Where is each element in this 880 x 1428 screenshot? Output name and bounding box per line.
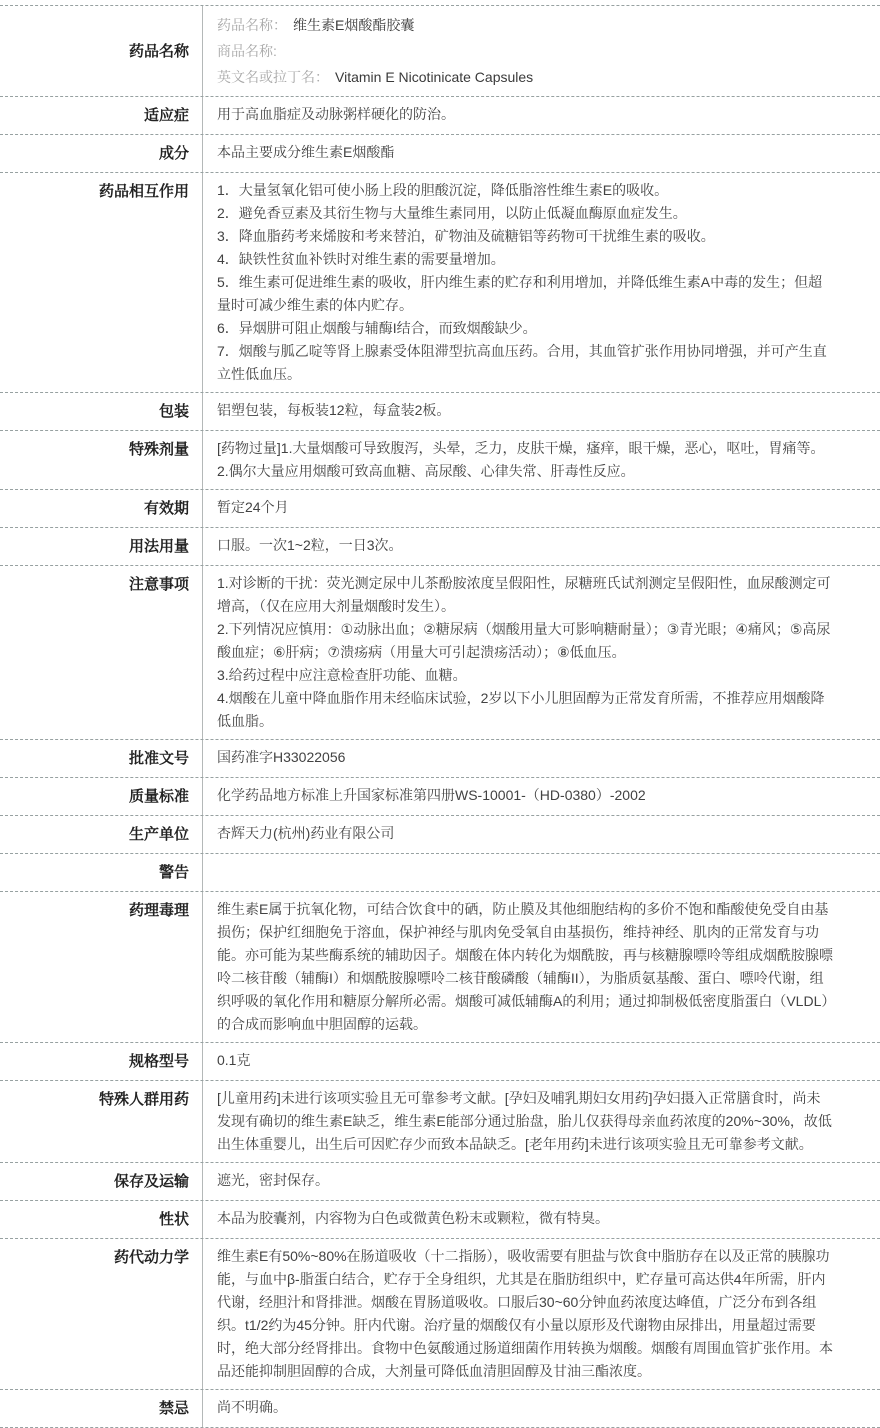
content-paragraph: 铝塑包装，每板装12粒，每盒装2板。 bbox=[217, 402, 451, 418]
row-label: 药品相互作用 bbox=[0, 173, 203, 392]
row-label: 药代动力学 bbox=[0, 1239, 203, 1389]
content-paragraph: 用于高血脂症及动脉粥样硬化的防治。 bbox=[217, 106, 455, 122]
row-content bbox=[203, 1201, 880, 1238]
drug-info-table bbox=[0, 5, 880, 1428]
content-paragraph: 3．降血脂药考来烯胺和考来替泊，矿物油及硫糖铝等药物可干扰维生素的吸收。 bbox=[217, 228, 715, 244]
content-paragraph: 口服。一次1~2粒，一日3次。 bbox=[217, 537, 403, 553]
row-label: 成分 bbox=[0, 135, 203, 172]
content-paragraph: 杏辉天力(杭州)药业有限公司 bbox=[217, 825, 395, 841]
content-paragraph: [儿童用药]未进行该项实验且无可靠参考文献。[孕妇及哺乳期妇女用药]孕妇摄入正常膳食时，尚未发现有确切的维生素E缺乏，维生素E能部分通过胎盘，胎儿仅获得母亲血药浓度的20%~30%，故低出生体重婴儿，出生后可因贮存少而致本品缺乏。[老年用药]未进行该项实验且无可靠参考文献。 bbox=[217, 1090, 832, 1152]
row-content bbox=[203, 854, 880, 891]
table-row-drug-name bbox=[0, 6, 880, 97]
field-key: 英文名或拉丁名： bbox=[217, 69, 329, 85]
row-content bbox=[203, 778, 880, 815]
row-content bbox=[203, 431, 880, 489]
row-content bbox=[203, 740, 880, 777]
table-row-warning bbox=[0, 854, 880, 892]
content-paragraph: 1．大量氢氧化铝可使小肠上段的胆酸沉淀，降低脂溶性维生素E的吸收。 bbox=[217, 182, 669, 198]
row-content bbox=[203, 892, 880, 1042]
row-label: 特殊人群用药 bbox=[0, 1081, 203, 1162]
content-paragraph: 本品主要成分维生素E烟酸酯 bbox=[217, 144, 395, 160]
table-row-description bbox=[0, 1201, 880, 1239]
field-value: 维生素E烟酸酯胶囊 bbox=[293, 17, 415, 33]
row-content bbox=[203, 528, 880, 565]
table-row-manufacturer bbox=[0, 816, 880, 854]
content-paragraph: 6．异烟肼可阻止烟酸与辅酶I结合，而致烟酸缺少。 bbox=[217, 320, 537, 336]
row-content bbox=[203, 173, 880, 392]
table-row-pharmacology-toxicology bbox=[0, 892, 880, 1043]
content-paragraph: 4．缺铁性贫血补铁时对维生素的需要量增加。 bbox=[217, 251, 505, 267]
row-label: 批准文号 bbox=[0, 740, 203, 777]
table-row-validity-period bbox=[0, 490, 880, 528]
content-paragraph: 维生素E有50%~80%在肠道吸收（十二指肠），吸收需要有胆盐与饮食中脂肪存在以及正常的胰腺功能，与血中β-脂蛋白结合，贮存于全身组织，尤其是在脂肪组织中，贮存量可高达供4年所需，肝内代谢，经胆汁和肾排泄。烟酸在胃肠道吸收。口服后30~60分钟血药浓度达峰值，广泛分布到各组织。t1/2约为45分钟。肝内代谢。治疗量的烟酸仅有小量以原形及代谢物由尿排出，用量超过需要时，绝大部分经肾排出。食物中色氨酸通过肠道细菌作用转换为烟酸。烟酸有周围血管扩张作用。本品还能抑制胆固醇的合成，大剂量可降低血清胆固醇及甘油三酯浓度。 bbox=[217, 1248, 833, 1379]
content-paragraph: 国药准字H33022056 bbox=[217, 749, 346, 765]
table-row-precautions bbox=[0, 566, 880, 740]
content-paragraph: 7．烟酸与胍乙啶等肾上腺素受体阻滞型抗高血压药。合用，其血管扩张作用协同增强，并可产生直立性低血压。 bbox=[217, 343, 827, 382]
content-paragraph: 维生素E属于抗氧化物，可结合饮食中的硒，防止膜及其他细胞结构的多价不饱和酯酸使免受自由基损伤；保护红细胞免于溶血，保护神经与肌肉免受氧自由基损伤，维持神经、肌肉的正常发育与功能。亦可能为某些酶系统的辅助因子。烟酸在体内转化为烟酰胺，再与核糖腺嘌呤等组成烟酰胺腺嘌呤二核苷酸（辅酶I）和烟酰胺腺嘌呤二核苷酸磷酸（辅酶II），为脂质氨基酸、蛋白、嘌呤代谢，组织呼吸的氧化作用和糖原分解所必需。烟酸可减低辅酶A的利用；通过抑制极低密度脂蛋白（VLDL）的合成而影响血中胆固醇的运载。 bbox=[217, 901, 833, 1032]
content-paragraph: 2．避免香豆素及其衍生物与大量维生素同用，以防止低凝血酶原血症发生。 bbox=[217, 205, 687, 221]
row-label: 保存及运输 bbox=[0, 1163, 203, 1200]
row-content bbox=[203, 816, 880, 853]
content-paragraph: 4.烟酸在儿童中降血脂作用未经临床试验，2岁以下小儿胆固醇为正常发育所需，不推荐应用烟酸降低血脂。 bbox=[217, 690, 825, 729]
row-content bbox=[203, 97, 880, 134]
row-content bbox=[203, 1390, 880, 1427]
content-paragraph: 3.给药过程中应注意检查肝功能、血糖。 bbox=[217, 667, 467, 683]
table-row-specification bbox=[0, 1043, 880, 1081]
table-row-pharmacokinetics bbox=[0, 1239, 880, 1390]
row-label: 适应症 bbox=[0, 97, 203, 134]
table-row-special-dosage bbox=[0, 431, 880, 490]
field-key: 商品名称: bbox=[217, 43, 277, 59]
row-content bbox=[203, 1239, 880, 1389]
name-field-line bbox=[217, 38, 834, 64]
table-row-special-populations bbox=[0, 1081, 880, 1163]
table-row-storage-transport bbox=[0, 1163, 880, 1201]
content-paragraph: 尚不明确。 bbox=[217, 1399, 287, 1415]
name-field-line bbox=[217, 64, 834, 90]
field-value: Vitamin E Nicotinicate Capsules bbox=[335, 69, 534, 85]
content-paragraph: 本品为胶囊剂，内容物为白色或微黄色粉末或颗粒，微有特臭。 bbox=[217, 1210, 609, 1226]
row-label: 用法用量 bbox=[0, 528, 203, 565]
row-label: 警告 bbox=[0, 854, 203, 891]
content-paragraph: 遮光，密封保存。 bbox=[217, 1172, 329, 1188]
content-paragraph: 1.对诊断的干扰：荧光测定尿中儿茶酚胺浓度呈假阳性，尿糖班氏试剂测定呈假阳性，血尿酸测定可增高，（仅在应用大剂量烟酸时发生）。 bbox=[217, 575, 831, 614]
table-row-packaging bbox=[0, 393, 880, 431]
content-paragraph: 5．维生素可促进维生素的吸收，肝内维生素的贮存和利用增加，并降低维生素A中毒的发生；但超量时可减少维生素的体内贮存。 bbox=[217, 274, 823, 313]
content-paragraph: 化学药品地方标准上升国家标准第四册WS-10001-（HD-0380）-2002 bbox=[217, 787, 646, 803]
row-content bbox=[203, 6, 880, 96]
table-row-dosage-administration bbox=[0, 528, 880, 566]
row-label: 包装 bbox=[0, 393, 203, 430]
row-label: 生产单位 bbox=[0, 816, 203, 853]
content-paragraph: 2.偶尔大量应用烟酸可致高血糖、高尿酸、心律失常、肝毒性反应。 bbox=[217, 463, 635, 479]
row-label: 有效期 bbox=[0, 490, 203, 527]
field-key: 药品名称： bbox=[217, 17, 287, 33]
row-label: 禁忌 bbox=[0, 1390, 203, 1427]
content-paragraph: 0.1克 bbox=[217, 1052, 251, 1068]
table-row-contraindications bbox=[0, 1390, 880, 1428]
row-content bbox=[203, 566, 880, 739]
row-label: 性状 bbox=[0, 1201, 203, 1238]
table-row-indications bbox=[0, 97, 880, 135]
table-row-approval-number bbox=[0, 740, 880, 778]
name-field-line bbox=[217, 12, 834, 38]
row-label: 特殊剂量 bbox=[0, 431, 203, 489]
table-row-ingredients bbox=[0, 135, 880, 173]
row-label: 药品名称 bbox=[0, 6, 203, 96]
row-content bbox=[203, 490, 880, 527]
row-content bbox=[203, 1163, 880, 1200]
table-row-drug-interactions bbox=[0, 173, 880, 393]
content-paragraph bbox=[217, 860, 834, 883]
row-label: 药理毒理 bbox=[0, 892, 203, 1042]
content-paragraph: [药物过量]1.大量烟酸可导致腹泻，头晕，乏力，皮肤干燥，瘙痒，眼干燥，恶心，呕吐，胃痛等。 bbox=[217, 440, 825, 456]
row-label: 质量标准 bbox=[0, 778, 203, 815]
content-paragraph: 暂定24个月 bbox=[217, 499, 289, 515]
row-content bbox=[203, 393, 880, 430]
content-paragraph: 2.下列情况应慎用：①动脉出血；②糖尿病（烟酸用量大可影响糖耐量）；③青光眼；④痛风；⑤高尿酸血症；⑥肝病；⑦溃疡病（用量大可引起溃疡活动）；⑧低血压。 bbox=[217, 621, 831, 660]
row-content bbox=[203, 135, 880, 172]
row-label: 规格型号 bbox=[0, 1043, 203, 1080]
row-content bbox=[203, 1081, 880, 1162]
row-label: 注意事项 bbox=[0, 566, 203, 739]
table-row-quality-standard bbox=[0, 778, 880, 816]
row-content bbox=[203, 1043, 880, 1080]
